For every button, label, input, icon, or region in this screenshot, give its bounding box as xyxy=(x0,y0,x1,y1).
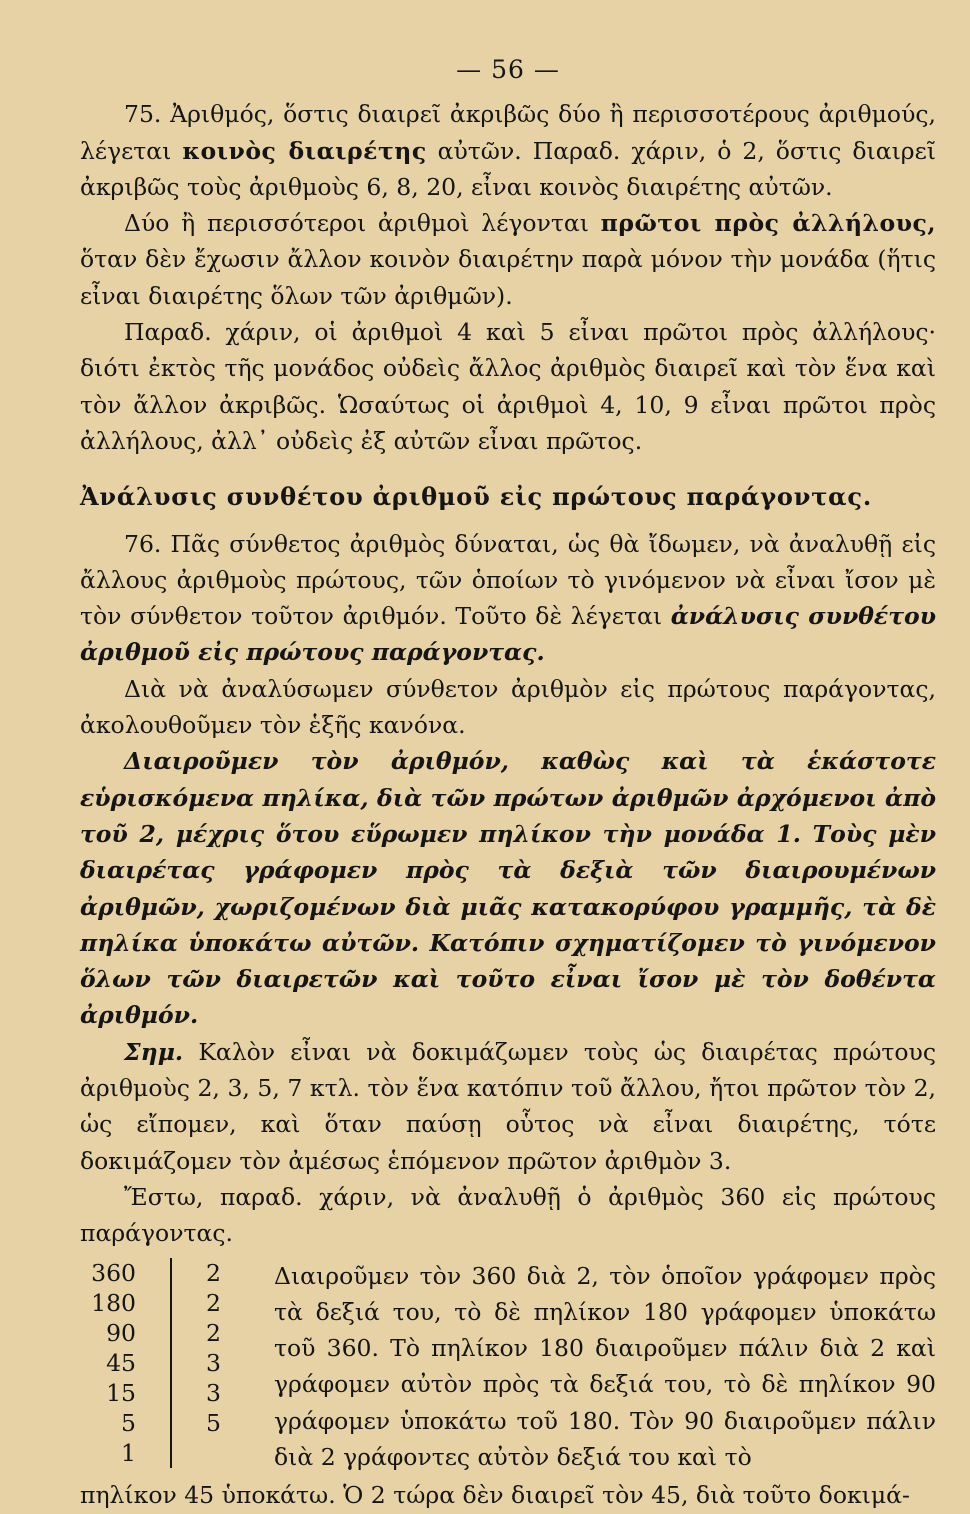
paragraph-75b xyxy=(80,205,936,314)
dividends-column xyxy=(86,1258,172,1468)
paragraph-75b-text-b: ὅταν δὲν ἔχωσιν ἄλλον κοινὸν διαιρέτην παρὰ μόνον τὴν μονάδα (ἥτις εἶναι διαιρέτης ὅλων τῶν ἀριθμῶν). xyxy=(80,245,936,310)
paragraph-75 xyxy=(80,96,936,205)
note-text: Καλὸν εἶναι νὰ δοκιμάζωμεν τοὺς ὡς διαιρέτας πρώτους ἀριθμοὺς 2, 3, 5, 7 κτλ. τὸν ἕνα κατόπιν τοῦ ἄλλου, ἤτοι πρῶτον τὸν 2, ὡς εἴπομεν, καὶ ὅταν παύσῃ οὗτος νὰ εἶναι διαιρέτης, τότε δοκιμάζομεν τὸν ἀμέσως ἑπόμενον πρῶτον ἀριθμὸν 3. xyxy=(80,1037,936,1175)
paragraph-75b-text-a: Δύο ἢ περισσότεροι ἀριθμοὶ λέγονται xyxy=(124,209,601,238)
final-line: πηλίκον 45 ὑποκάτω. Ὁ 2 τώρα δὲν διαιρεῖ τὸν 45, διὰ τοῦτο δοκιμά- xyxy=(80,1481,910,1510)
dividend-value: 5 xyxy=(121,1408,136,1437)
dividend-value: 180 xyxy=(91,1288,136,1317)
factorization-table xyxy=(86,1258,266,1468)
note-paragraph xyxy=(80,1034,936,1179)
dividend-value: 1 xyxy=(121,1438,136,1467)
divisor-value: 3 xyxy=(206,1348,221,1377)
paragraph-75-text-b: αὐτῶν. Παραδ. χάριν, ὁ 2, ὅστις διαιρεῖ ἀκριβῶς τοὺς ἀριθμοὺς 6, 8, 20, εἶναι κοινὸς διαιρέτης αὐτῶν. xyxy=(80,136,937,201)
divisor-value: 3 xyxy=(206,1378,221,1407)
paragraph-76b: Διὰ νὰ ἀναλύσωμεν σύνθετον ἀριθμὸν εἰς πρώτους παράγοντας, ἀκολουθοῦμεν τὸν ἑξῆς κανόνα. xyxy=(80,674,936,740)
dividend-value: 15 xyxy=(106,1378,136,1407)
term-coprime: πρῶτοι πρὸς ἀλλήλους, xyxy=(600,209,936,238)
paragraph-76 xyxy=(80,526,936,671)
factorization-rule: Διαιροῦμεν τὸν ἀριθμόν, καθὼς καὶ τὰ ἑκάστοτε εὑρισκόμενα πηλίκα, διὰ τῶν πρώτων ἀριθμῶν ἀρχόμενοι ἀπὸ τοῦ 2, μέχρις ὅτου εὕρωμεν πηλίκον τὴν μονάδα 1. Τοὺς μὲν διαιρέτας γράφομεν πρὸς τὰ δεξιὰ τῶν διαιρουμένων ἀριθμῶν, χωριζομένων διὰ μιᾶς κατακορύφου γραμμῆς, τὰ δὲ πηλίκα ὑποκάτω αὐτῶν. Κατόπιν σχηματίζομεν τὸ γινόμενον ὅλων τῶν διαιρετῶν καὶ τοῦτο εἶναι ἴσον μὲ τὸν δοθέντα ἀριθμόν. xyxy=(80,747,936,1030)
term-prime-factorization: ἀνάλυσις συνθέτου ἀριθμοῦ εἰς πρώτους παράγοντας. xyxy=(80,602,936,667)
term-common-divisor: κοινὸς διαιρέτης xyxy=(182,136,427,165)
dividend-value: 45 xyxy=(106,1348,136,1377)
section-heading: Ἀνάλυσις συνθέτου ἀριθμοῦ εἰς πρώτους παράγοντας. xyxy=(80,482,872,512)
divisor-value: 5 xyxy=(206,1408,221,1437)
dividend-value: 360 xyxy=(91,1258,136,1287)
note-label: Σημ. xyxy=(124,1037,184,1066)
page-number: — 56 — xyxy=(456,55,560,84)
paragraph-75c: Παραδ. χάριν, οἱ ἀριθμοὶ 4 καὶ 5 εἶναι πρῶτοι πρὸς ἀλλήλους· διότι ἐκτὸς τῆς μονάδος οὐδεὶς ἄλλος ἀριθμὸς διαιρεῖ καὶ τὸν ἕνα καὶ τὸν ἄλλον ἀκριβῶς. Ὡσαύτως οἱ ἀριθμοὶ 4, 10, 9 εἶναι πρῶτοι πρὸς ἀλλήλους, ἀλλ᾿ οὐδεὶς ἐξ αὐτῶν εἶναι πρῶτος. xyxy=(80,318,936,455)
paragraph-76-text-a: 76. Πᾶς σύνθετος ἀριθμὸς δύναται, ὡς θὰ ἴδωμεν, νὰ ἀναλυθῇ εἰς ἄλλους ἀριθμοὺς πρώτους, τῶν ὁποίων τὸ γινόμενον νὰ εἶναι ἴσον μὲ τὸν σύνθετον τοῦτον ἀριθμόν. Τοῦτο δὲ λέγεται xyxy=(80,529,936,631)
dividend-value: 90 xyxy=(106,1318,136,1347)
example-intro: Ἔστω, παραδ. χάριν, νὰ ἀναλυθῇ ὁ ἀριθμὸς 360 εἰς πρώτους παράγοντας. xyxy=(80,1182,936,1248)
example-explanation: Διαιροῦμεν τὸν 360 διὰ 2, τὸν ὁποῖον γράφομεν πρὸς τὰ δεξιά του, τὸ δὲ πηλίκον 180 γράφομεν ὑποκάτω τοῦ 360. Τὸ πηλίκον 180 διαιροῦμεν πάλιν διὰ 2 καὶ γράφομεν αὐτὸν πρὸς τὰ δεξιά του, τὸ δὲ πηλίκον 90 γράφομεν ὑποκάτω τοῦ 180. Τὸν 90 διαιροῦμεν πάλιν διὰ 2 γράφοντες αὐτὸν δεξιά του καὶ τὸ xyxy=(274,1261,936,1471)
divisor-value: 2 xyxy=(206,1258,221,1287)
divisor-value: 2 xyxy=(206,1288,221,1317)
example-block xyxy=(80,1258,936,1476)
divisor-value: 2 xyxy=(206,1318,221,1347)
divisors-column xyxy=(172,1258,238,1468)
paragraph-75-text-a: 75. Ἀριθμός, ὅστις διαιρεῖ ἀκριβῶς δύο ἢ περισσοτέρους ἀριθμούς, λέγεται xyxy=(80,100,936,165)
